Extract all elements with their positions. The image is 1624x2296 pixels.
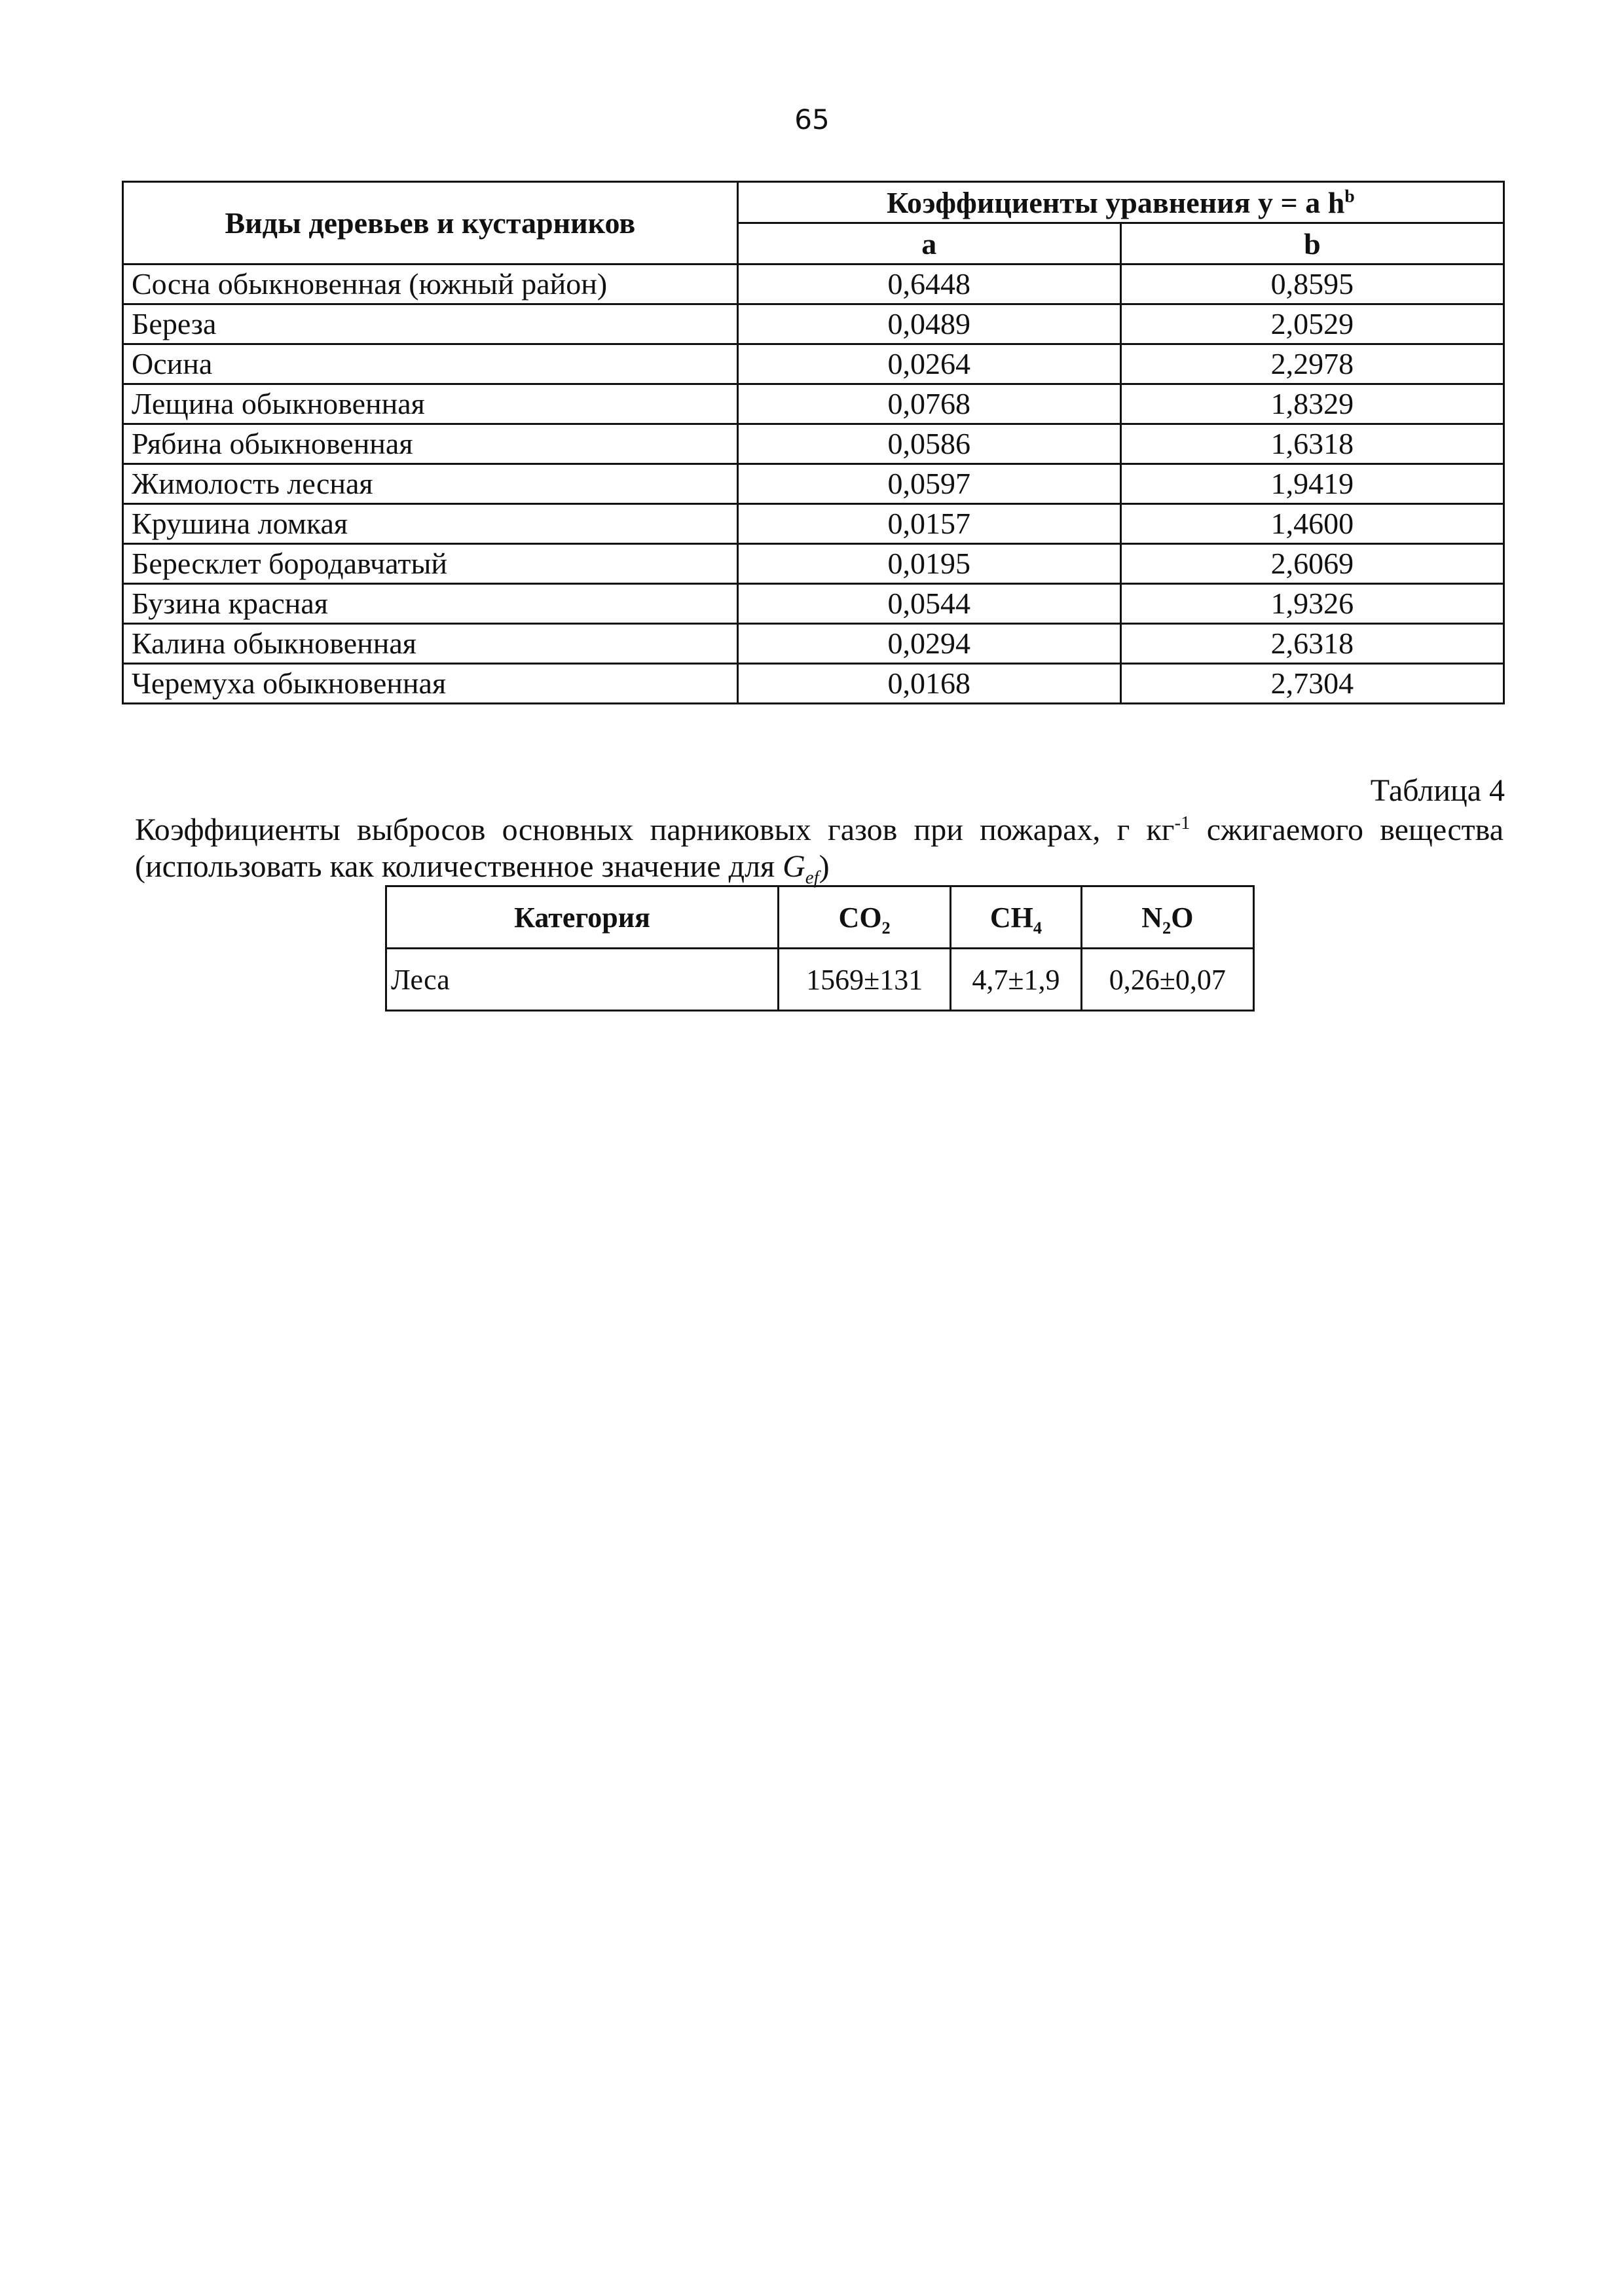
coef-b-cell: 1,9326 <box>1120 584 1504 624</box>
coef-a-cell: 0,0768 <box>737 384 1120 424</box>
n2o-sub: 2 <box>1162 917 1172 938</box>
table-row <box>123 384 1504 424</box>
coef-a-cell: 0,0544 <box>737 584 1120 624</box>
table-caption <box>135 812 1504 888</box>
table-row <box>386 949 1254 1011</box>
coef-a-cell: 0,6448 <box>737 264 1120 304</box>
ch4-header <box>951 886 1081 949</box>
co2-base: CO <box>838 901 882 934</box>
col-b-header: b <box>1120 223 1504 264</box>
coef-b-cell: 2,0529 <box>1120 304 1504 344</box>
ch4-base: CH <box>989 901 1033 934</box>
coef-b-cell: 2,6318 <box>1120 624 1504 664</box>
coef-b-cell: 2,7304 <box>1120 664 1504 704</box>
col-a-header: a <box>737 223 1120 264</box>
table-row <box>123 664 1504 704</box>
coef-a-cell: 0,0489 <box>737 304 1120 344</box>
n2o-cell: 0,26±0,07 <box>1081 949 1253 1011</box>
coef-a-cell: 0,0294 <box>737 624 1120 664</box>
page-number: 65 <box>794 103 830 136</box>
species-cell: Лещина обыкновенная <box>123 384 738 424</box>
table-row <box>123 464 1504 504</box>
table-header-row <box>123 182 1504 223</box>
coef-b-cell: 1,4600 <box>1120 504 1504 544</box>
coef-a-cell: 0,0195 <box>737 544 1120 584</box>
caption-var: G <box>783 849 805 884</box>
emissions-table <box>385 885 1255 1011</box>
category-cell: Леса <box>386 949 779 1011</box>
table-row <box>123 344 1504 384</box>
species-cell: Рябина обыкновенная <box>123 424 738 464</box>
n2o-post: O <box>1171 901 1194 934</box>
species-cell: Черемуха обыкновенная <box>123 664 738 704</box>
coef-b-cell: 1,6318 <box>1120 424 1504 464</box>
caption-sup: -1 <box>1174 812 1190 833</box>
species-header: Виды деревьев и кустарников <box>123 182 738 264</box>
coefficients-table <box>122 181 1505 704</box>
category-header: Категория <box>386 886 779 949</box>
caption-text-2: сжигаемого вещества (использовать как количественное значение для <box>135 812 1504 884</box>
species-cell: Бузина красная <box>123 584 738 624</box>
coef-a-cell: 0,0597 <box>737 464 1120 504</box>
coefficients-header <box>737 182 1504 223</box>
coef-b-cell: 0,8595 <box>1120 264 1504 304</box>
co2-sub: 2 <box>881 917 891 938</box>
coef-b-cell: 2,6069 <box>1120 544 1504 584</box>
coef-a-cell: 0,0157 <box>737 504 1120 544</box>
coefficients-header-text: Коэффициенты уравнения y = a h <box>886 185 1345 219</box>
co2-cell: 1569±131 <box>779 949 951 1011</box>
coef-b-cell: 2,2978 <box>1120 344 1504 384</box>
ch4-cell: 4,7±1,9 <box>951 949 1081 1011</box>
ch4-sub: 4 <box>1033 917 1043 938</box>
coefficients-table-body <box>123 264 1504 704</box>
n2o-pre: N <box>1141 901 1162 934</box>
coef-a-cell: 0,0264 <box>737 344 1120 384</box>
species-cell: Крушина ломкая <box>123 504 738 544</box>
species-cell: Береза <box>123 304 738 344</box>
table-label: Таблица 4 <box>1370 773 1505 808</box>
table-row <box>123 544 1504 584</box>
table-row <box>123 424 1504 464</box>
caption-var-sub: ef <box>805 867 819 888</box>
n2o-header <box>1081 886 1253 949</box>
table-row <box>123 624 1504 664</box>
table-row <box>123 584 1504 624</box>
species-cell: Бересклет бородавчатый <box>123 544 738 584</box>
coef-b-cell: 1,8329 <box>1120 384 1504 424</box>
co2-header <box>779 886 951 949</box>
caption-end: ) <box>819 849 830 884</box>
coef-a-cell: 0,0168 <box>737 664 1120 704</box>
species-cell: Калина обыкновенная <box>123 624 738 664</box>
table-row <box>123 304 1504 344</box>
species-cell: Сосна обыкновенная (южный район) <box>123 264 738 304</box>
caption-text-1: Коэффициенты выбросов основных парниковых газов при пожарах, г кг <box>135 812 1175 847</box>
coef-b-cell: 1,9419 <box>1120 464 1504 504</box>
species-cell: Жимолость лесная <box>123 464 738 504</box>
coef-a-cell: 0,0586 <box>737 424 1120 464</box>
species-cell: Осина <box>123 344 738 384</box>
emissions-header-row <box>386 886 1254 949</box>
coefficients-header-sup: b <box>1344 185 1355 206</box>
table-row <box>123 504 1504 544</box>
table-row <box>123 264 1504 304</box>
